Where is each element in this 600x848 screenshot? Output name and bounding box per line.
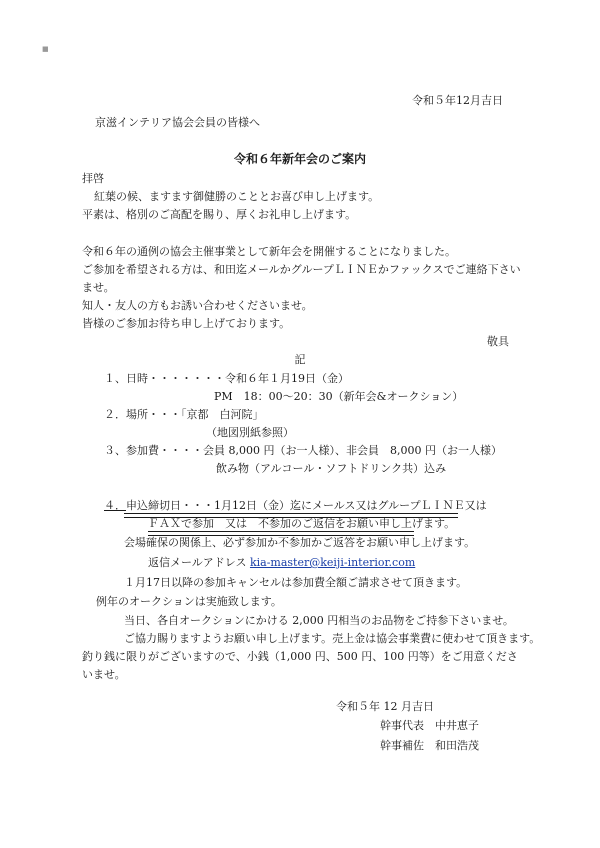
greeting-open: 拝啓 <box>82 172 104 185</box>
deadline-attend: 参加 <box>192 517 214 530</box>
addressee: 京滋インテリア協会会員の皆様へ <box>95 116 260 129</box>
item-time: PM 18：00〜20：30（新年会&オークション） <box>214 390 464 403</box>
change-note-2: いませ。 <box>82 668 126 681</box>
item-place: ２．場所・・・「京都 白河院」 <box>104 408 264 421</box>
cancel-note: １月17日以降の参加キャンセルは参加費全額ご請求させて頂きます。 <box>124 576 468 589</box>
deadline-fax: ＦＡＸで <box>148 517 192 530</box>
signer-1: 幹事代表 中井恵子 <box>380 719 479 732</box>
reply-label: 返信メールアドレス <box>148 556 247 569</box>
item-fee-note: 飲み物（アルコール・ソフトドリンク共）込み <box>216 462 447 475</box>
item-date: １、日時・・・・・・・令和６年１月19日（金） <box>104 372 349 385</box>
deadline-text: 申込締切日・・・1月12日（金）迄にメールス又はグループＬＩＮＥ又は <box>126 499 487 512</box>
intro-line-2: 平素は、格別のご高配を賜り、厚くお礼申し上げます。 <box>82 208 357 221</box>
intro-line-1: 紅葉の候、ますます御健勝のこととお喜び申し上げます。 <box>94 190 380 203</box>
deadline-line-2 <box>148 518 455 529</box>
corner-mark: ■ <box>42 45 49 53</box>
bring-note: 当日、各自オークションにかける 2,000 円相当のお品物をご持参下さいませ。 <box>124 614 514 627</box>
item-fee: ３、参加費・・・・会員 8,000 円（お一人様）、非会員 8,000 円（お一人様） <box>104 444 502 457</box>
body-line-3: ませ。 <box>82 281 115 294</box>
deadline-line-1 <box>104 500 487 511</box>
date-bottom: 令和５年 12 月吉日 <box>336 700 434 713</box>
deadline-absent: 不参加のご返信をお願い申し上げます。 <box>258 517 456 530</box>
date-top: 令和５年12月吉日 <box>412 94 503 107</box>
body-line-4: 知人・友人の方もお誘い合わせくださいませ。 <box>82 299 313 312</box>
reply-email-link[interactable]: kia-master@keiji-interior.com <box>249 556 416 569</box>
body-line-1: 令和６年の通例の協会主催事業として新年会を開催することになりました。 <box>82 245 456 258</box>
item-map-note: （地図別紙参照） <box>206 426 294 439</box>
deadline-or: 又は <box>214 517 258 530</box>
ki-heading: 記 <box>294 353 306 366</box>
deadline-number: ４． <box>104 499 126 512</box>
auction-note: 例年のオークションは実施致します。 <box>96 595 282 608</box>
closing-word: 敬具 <box>487 335 509 348</box>
reply-row <box>148 557 415 568</box>
signer-2: 幹事補佐 和田浩茂 <box>380 739 479 752</box>
document-title: 令和６年新年会のご案内 <box>233 152 366 166</box>
body-line-2: ご参加を希望される方は、和田迄メールかグループＬＩＮＥかファックスでご連絡下さい <box>82 263 521 276</box>
coop-note: ご協力賜りますようお願い申し上げます。売上金は協会事業費に使わせて頂きます。 <box>124 632 541 645</box>
venue-note: 会場確保の関係上、必ず参加か不参加かご返答をお願い申し上げます。 <box>124 536 476 549</box>
change-note-1: 釣り銭に限りがございますので、小銭（1,000 円、500 円、100 円等）をご用意くださ <box>82 650 518 663</box>
body-line-5: 皆様のご参加お待ち申し上げております。 <box>82 317 291 330</box>
